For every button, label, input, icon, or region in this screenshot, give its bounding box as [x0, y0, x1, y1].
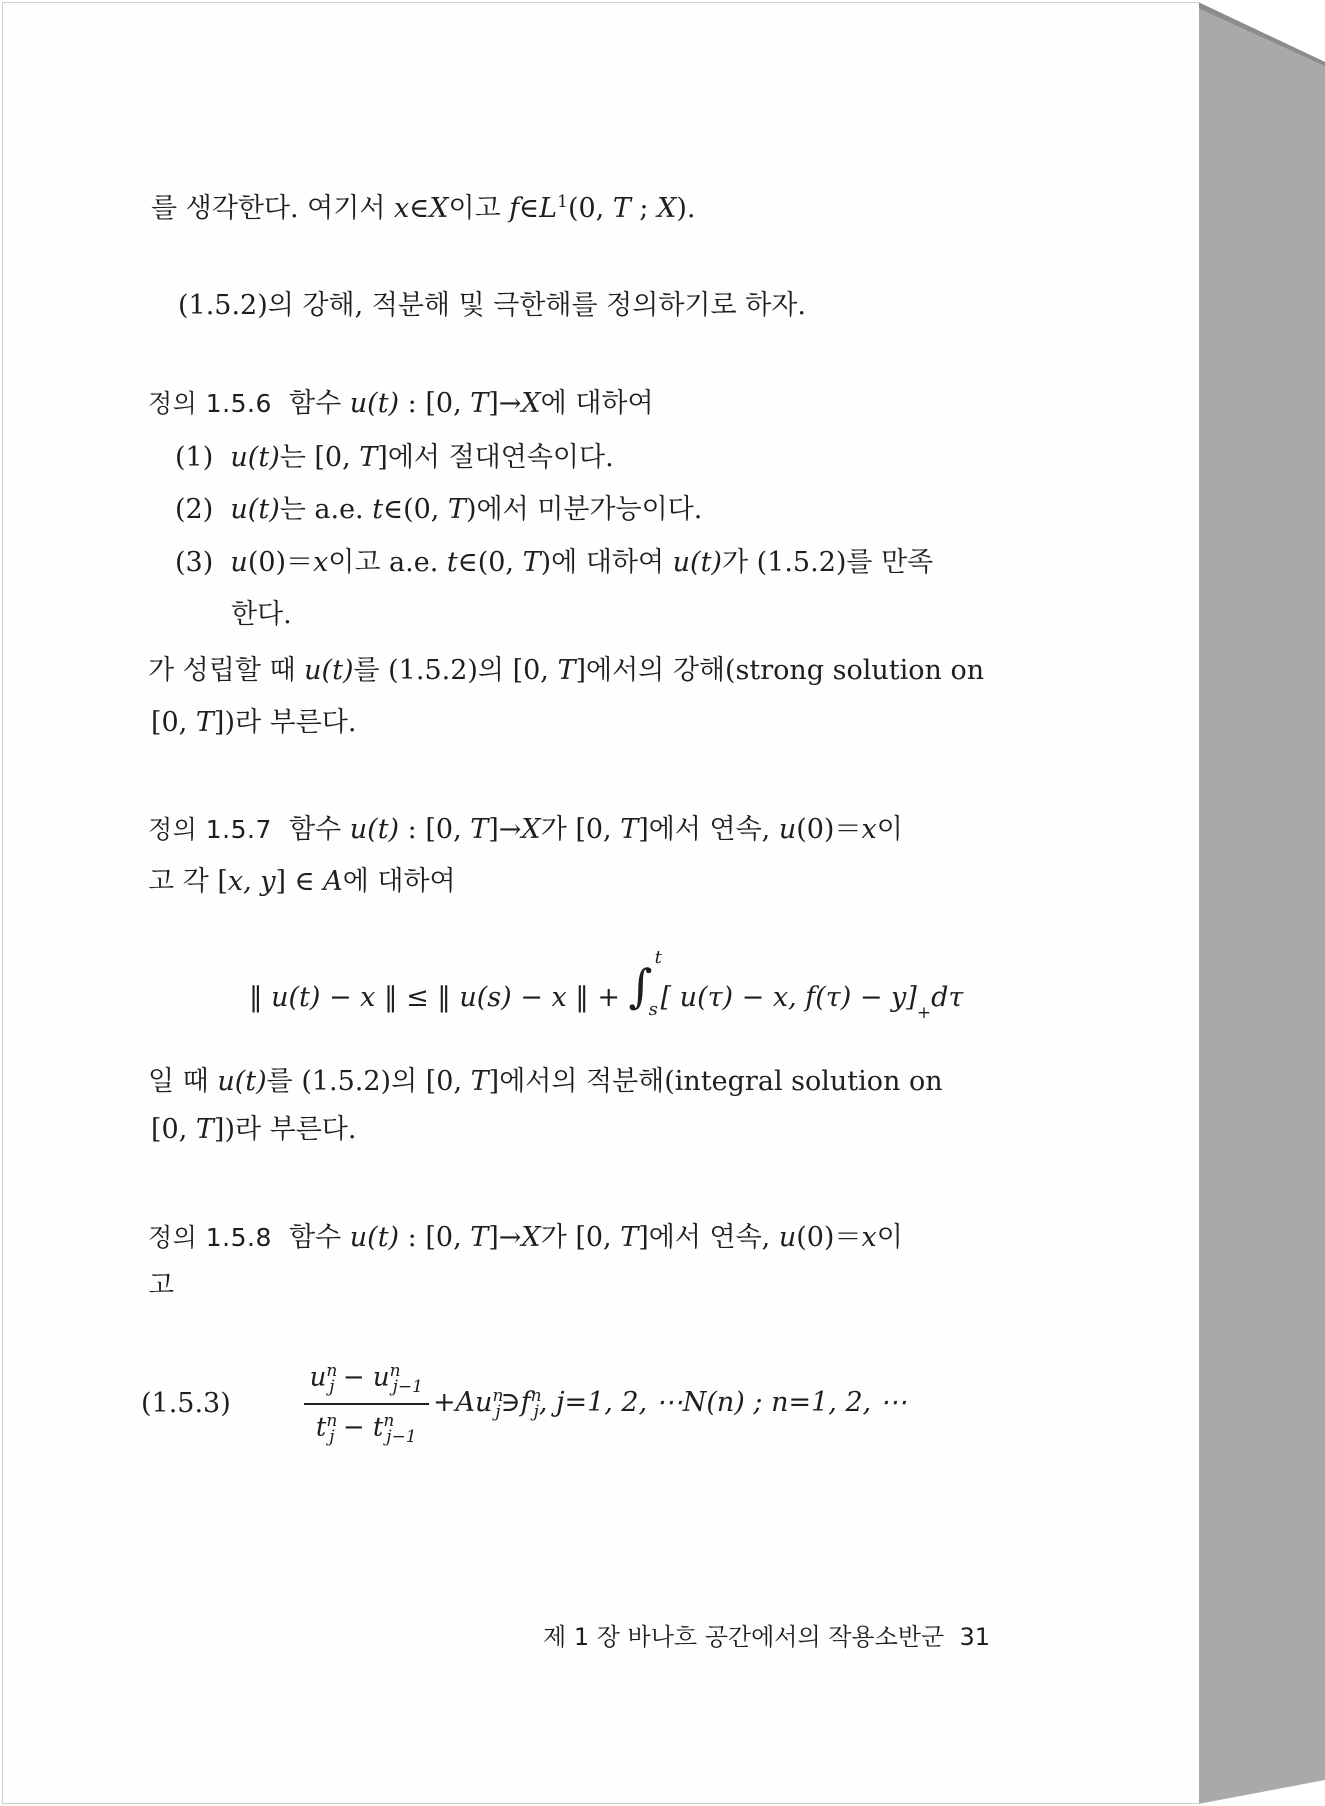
text-segment: 가 [0,	[540, 1222, 621, 1253]
math-u: u	[778, 1222, 797, 1253]
superscript: n	[326, 1410, 338, 1431]
math-T: T	[195, 1114, 214, 1145]
strong-solution-line-1	[148, 654, 984, 688]
integral-symbol: ∫	[628, 959, 653, 1013]
math-x: x	[861, 1222, 877, 1253]
math-X: X	[521, 814, 541, 845]
text-segment: ])라 부른다.	[213, 1114, 357, 1145]
math-T: T	[470, 1222, 489, 1253]
text-segment: 가 성립할 때	[148, 655, 305, 686]
text-segment: ]→	[488, 1222, 522, 1253]
math-T: T	[620, 1222, 639, 1253]
chapter-title: 제 1 장 바나흐 공간에서의 작용소반군	[543, 1623, 945, 1651]
subscript: j−1	[392, 1376, 423, 1397]
math-x: x	[861, 814, 877, 845]
text-segment: : [0,	[399, 814, 471, 845]
math-T: T	[522, 547, 541, 578]
equation-1-5-3	[141, 1355, 907, 1453]
math-index-ranges: , j=1, 2, ⋯N(n) ; n=1, 2, ⋯	[538, 1386, 907, 1418]
math-u-t: u(t)	[217, 1066, 267, 1097]
inequality-left: ‖ u(t) − x ‖ ≤ ‖ u(s) − x ‖ +	[249, 982, 629, 1013]
definition-1-5-6-heading	[148, 387, 654, 421]
subscript: j	[329, 1426, 335, 1447]
definition-1-5-7-line-2	[148, 865, 456, 899]
math-t: t	[446, 547, 458, 578]
text-segment: ∈(0,	[383, 494, 448, 525]
superscript: n	[389, 1361, 401, 1381]
definition-number: 정의 1.5.6	[148, 389, 272, 418]
text-segment: ∈(0,	[457, 547, 523, 578]
math-u-t: u(t)	[672, 547, 722, 578]
text-segment: 함수	[289, 814, 350, 845]
math-T: T	[447, 494, 466, 525]
math-T: T	[470, 1066, 489, 1097]
text-segment: [0,	[151, 1114, 196, 1145]
text-segment: 를 생각한다. 여기서	[151, 193, 394, 224]
integral-inequality	[249, 947, 964, 1024]
text-segment: 이	[876, 814, 903, 845]
subscript: j	[329, 1376, 335, 1397]
math-u: u	[230, 547, 248, 578]
text-segment: ;	[630, 193, 658, 224]
math-t: t	[315, 1412, 327, 1443]
condition-item-3	[175, 546, 933, 580]
integrand: [ u(τ) − x, f(τ) − y]	[660, 982, 917, 1013]
definition-number: 정의 1.5.7	[148, 815, 272, 844]
math-X: X	[657, 193, 677, 224]
subscript: j	[495, 1402, 501, 1423]
math-minus-t: − t	[334, 1412, 384, 1443]
superscript: n	[326, 1361, 338, 1381]
definition-1-5-7-heading	[148, 813, 903, 847]
text-segment: 일 때	[148, 1066, 218, 1097]
fraction-denominator	[304, 1405, 429, 1453]
text-segment: ]에서 절대연속이다.	[377, 442, 614, 473]
item-number: (3)	[175, 547, 214, 578]
text-segment: 에 대하여	[342, 866, 456, 897]
math-X: X	[521, 388, 541, 419]
condition-item-1	[175, 441, 614, 475]
math-X: X	[521, 1222, 541, 1253]
equation-label: (1.5.3)	[141, 1388, 231, 1420]
text-segment: [0,	[151, 707, 196, 738]
text-segment: ] ∈	[275, 866, 324, 897]
math-T: T	[557, 655, 576, 686]
superscript: 1	[557, 192, 568, 212]
item-number: (1)	[175, 442, 214, 473]
math-u-t: u(t)	[230, 494, 280, 525]
item-number: (2)	[175, 494, 214, 525]
text-line-2: (1.5.2)의 강해, 적분해 및 극한해를 정의하기로 하자.	[178, 290, 806, 321]
text-segment: ]에서 연속,	[638, 814, 779, 845]
definition-1-5-8-line-2: 고	[148, 1270, 175, 1301]
math-plus-Au: +Au	[432, 1386, 493, 1418]
text-segment: 를 (1.5.2)의 [0,	[266, 1066, 471, 1097]
text-segment: 를 (1.5.2)의 [0,	[353, 655, 558, 686]
integral-upper-limit: t	[654, 947, 662, 968]
text-segment: ]에서 연속,	[638, 1222, 779, 1253]
math-T: T	[195, 707, 214, 738]
definition-1-5-8-heading	[148, 1221, 903, 1255]
text-segment: (0,	[567, 193, 613, 224]
integral-sign	[628, 947, 662, 1020]
text-segment: 이고 a.e.	[328, 547, 447, 578]
text-segment: (0)＝	[247, 547, 314, 578]
math-u: u	[309, 1362, 327, 1393]
text-segment: (0)＝	[796, 1222, 862, 1253]
differential: dτ	[931, 982, 964, 1013]
text-segment: ]→	[488, 814, 522, 845]
text-segment: : [0,	[399, 1222, 471, 1253]
definition-number: 정의 1.5.8	[148, 1223, 272, 1252]
math-x-in-X: x∈X	[394, 193, 449, 224]
book-edge-shadow	[1198, 0, 1325, 1806]
text-segment: 이고	[448, 193, 510, 224]
math-A: A	[323, 866, 343, 897]
running-footer	[543, 1617, 990, 1652]
page-number: 31	[959, 1623, 990, 1651]
math-T: T	[612, 193, 631, 224]
math-u: u	[778, 814, 797, 845]
superscript: n	[383, 1410, 395, 1431]
text-segment: ).	[676, 193, 696, 224]
text-segment: ])라 부른다.	[213, 707, 357, 738]
math-u-t: u(t)	[230, 442, 280, 473]
math-T: T	[470, 388, 489, 419]
superscript: n	[530, 1385, 542, 1406]
text-segment: 는 [0,	[279, 442, 360, 473]
strong-solution-line-2	[151, 706, 356, 740]
subscript: j	[533, 1402, 539, 1423]
math-T: T	[470, 814, 489, 845]
math-T: T	[359, 442, 378, 473]
math-x: x	[313, 547, 329, 578]
math-t: t	[372, 494, 384, 525]
math-ni-f: ∋f	[500, 1386, 531, 1418]
text-segment: 에 대하여	[540, 388, 654, 419]
text-segment: 이	[876, 1222, 903, 1253]
integral-lower-limit: s	[648, 999, 658, 1020]
text-segment: 가 [0,	[540, 814, 621, 845]
text-segment: 함수	[289, 388, 350, 419]
text-segment: 가 (1.5.2)를 만족	[721, 547, 934, 578]
math-u-t: u(t)	[304, 655, 354, 686]
condition-item-2	[175, 493, 702, 527]
math-u-t: u(t)	[349, 388, 400, 419]
math-u-t: u(t)	[349, 1222, 400, 1253]
superscript: n	[492, 1385, 504, 1406]
math-x-y: x, y	[227, 866, 276, 897]
text-segment: 는 a.e.	[279, 494, 373, 525]
text-line-1	[151, 185, 695, 226]
difference-quotient	[304, 1355, 429, 1453]
text-segment: ]에서의 적분해(integral solution on	[488, 1066, 943, 1097]
book-page	[2, 2, 1199, 1804]
math-T: T	[620, 814, 639, 845]
text-segment: )에 대하여	[540, 547, 673, 578]
math-f-in-L: f∈L	[509, 193, 558, 224]
math-minus-u: − u	[334, 1362, 390, 1393]
subscript-plus: +	[916, 1003, 932, 1024]
text-segment: : [0,	[399, 388, 471, 419]
condition-item-3-continued: 한다.	[231, 599, 292, 630]
text-segment: 함수	[289, 1222, 350, 1253]
fraction-numerator	[304, 1355, 429, 1405]
equation-rest	[432, 1385, 907, 1423]
text-segment: 고 각 [	[148, 866, 228, 897]
text-segment: ]→	[488, 388, 522, 419]
text-segment: )에서 미분가능이다.	[465, 494, 703, 525]
integral-solution-line-2	[151, 1113, 356, 1147]
math-u-t: u(t)	[349, 814, 400, 845]
text-segment: ]에서의 강해(strong solution on	[575, 655, 985, 686]
text-segment: (0)＝	[796, 814, 862, 845]
integral-solution-line-1	[148, 1065, 943, 1099]
subscript: j−1	[386, 1426, 417, 1447]
